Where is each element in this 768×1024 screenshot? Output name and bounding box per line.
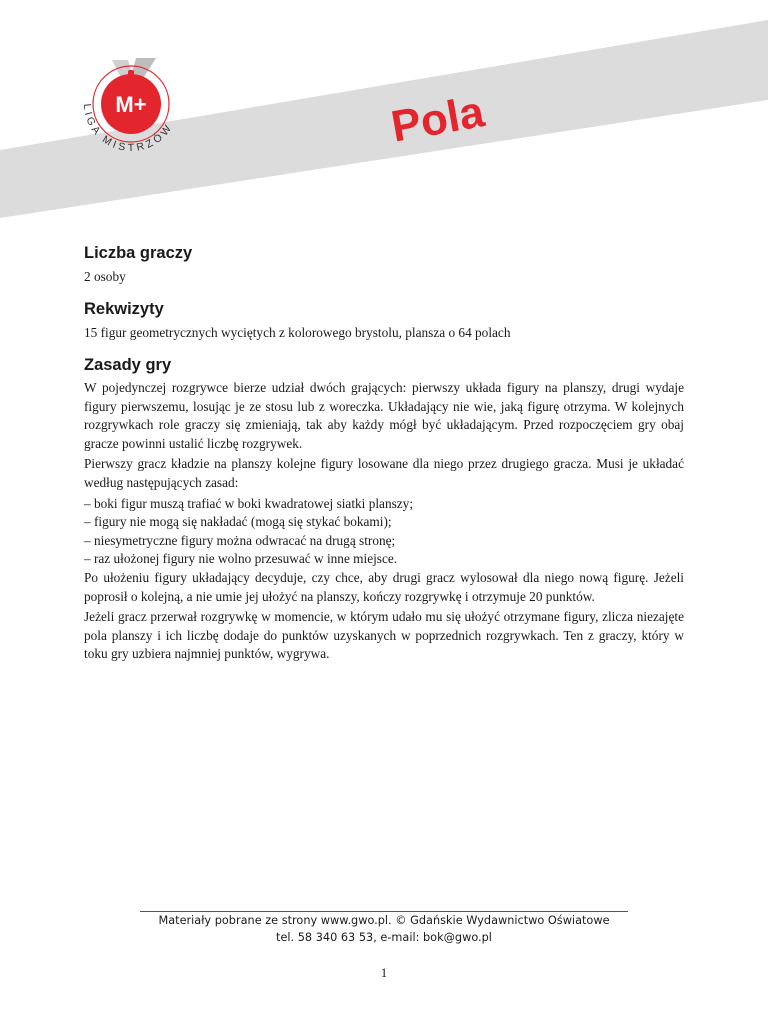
logo-mark: M+: [115, 92, 147, 117]
page-title: Pola: [387, 87, 488, 152]
rule-bullet: – raz ułożonej figury nie wolno przesuwać w inne miejsce.: [84, 551, 398, 567]
rule-bullet: – figury nie mogą się nakładać (mogą się stykać bokami);: [84, 514, 392, 530]
footer-contact-line: tel. 58 340 63 53, e-mail: bok@gwo.pl: [276, 931, 492, 944]
liga-mistrzow-logo: [72, 52, 190, 170]
section-heading: Rekwizyty: [84, 300, 164, 318]
logo-ring-text: LIGA MISTRZÓW: [80, 103, 176, 155]
players-count: 2 osoby: [84, 269, 126, 284]
rule-bullet: – niesymetryczne figury można odwracać na drugą stronę;: [84, 532, 396, 548]
equipment-text: 15 figur geometrycznych wyciętych z kolorowego brystolu, plansza o 64 polach: [84, 325, 511, 340]
rules-paragraph: Pierwszy gracz kładzie na planszy kolejne figury losowane dla niego przez drugiego gracza. Musi je układać według następujących zasad:: [84, 456, 684, 490]
rules-paragraph: Jeżeli gracz przerwał rozgrywkę w momencie, w którym udało mu się ułożyć otrzymane figury, zlicza niezajęte pola planszy i ich liczbę dodaje do punktów uzyskanych w poprzednich rozgrywkach. Ten z graczy, który w toku gry uzbiera najmniej punktów, wygrywa.: [84, 609, 684, 662]
section-heading: Liczba graczy: [84, 244, 193, 262]
footer: [0, 912, 768, 946]
rules-paragraph: W pojedynczej rozgrywce bierze udział dwóch grających: pierwszy układa figury na planszy, drugi wydaje figury pierwszemu, losując je ze stosu lub z woreczka. Układający nie wie, jaką figurę otrzyma. W kolejnych rozgrywkach role graczy się zmieniają, tak aby każdy mógł być układającym. Przed rozpoczęciem gry obaj gracze powinni ustalić liczbę rozgrywek.: [84, 380, 684, 451]
document-body: [84, 244, 684, 678]
section-players: [84, 244, 684, 286]
rules-paragraph: Po ułożeniu figury układający decyduje, czy chce, aby drugi gracz wylosował dla niego nową figurę. Jeżeli poprosił o kolejną, a nie umie jej ułożyć na planszy, kończy rozgrywkę i otrzymuje 20 punktów.: [84, 569, 684, 604]
rule-bullet: – boki figur muszą trafiać w boki kwadratowej siatki planszy;: [84, 495, 414, 511]
footer-source-line: Materiały pobrane ze strony www.gwo.pl. © Gdańskie Wydawnictwo Oświatowe: [158, 914, 610, 927]
section-rules: [84, 356, 684, 664]
section-equipment: [84, 300, 684, 342]
page-number: 1: [380, 965, 388, 980]
section-heading: Zasady gry: [84, 356, 172, 374]
